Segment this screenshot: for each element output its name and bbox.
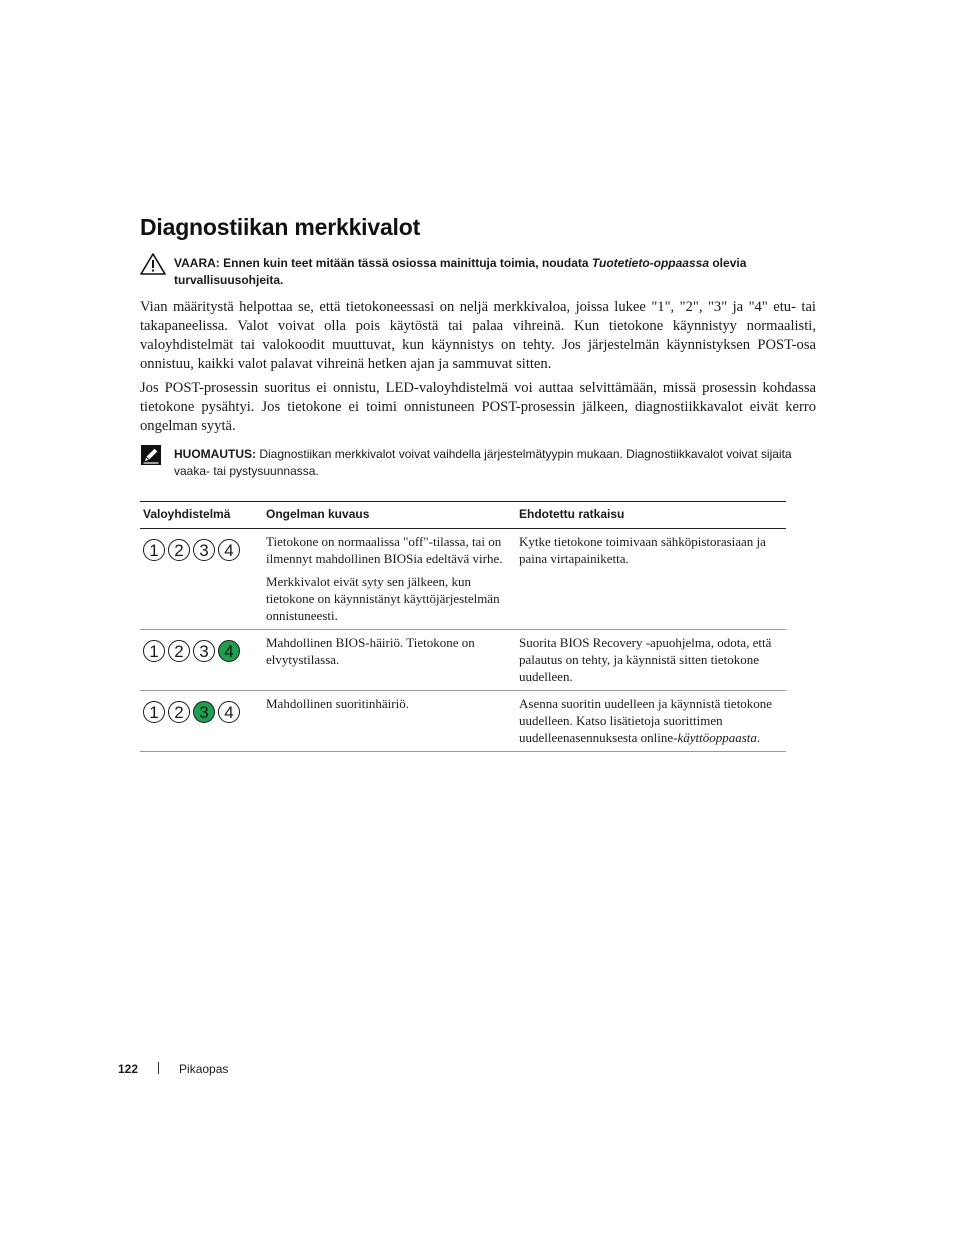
- solution-cell: [516, 691, 786, 752]
- light-pattern-cell: [140, 691, 263, 752]
- description-cell: [263, 529, 516, 630]
- led-3-icon: 3: [193, 640, 215, 662]
- footer-divider: [158, 1062, 159, 1074]
- warning-guide-title: Tuotetieto-oppaassa: [591, 256, 710, 270]
- description-text: Mahdollinen BIOS-häiriö. Tietokone on elvytystilassa.: [266, 635, 475, 667]
- page-number: 122: [118, 1062, 139, 1076]
- post-paragraph: Jos POST-prosessin suoritus ei onnistu, LED-valoyhdistelmä voi auttaa selvittämään, missä prosessin kohdassa tietokone pysähtyi. Jos tietokone ei toimi onnistuneen POST-prosessin jälkeen, diagnostiikkavalot eivät kerro ongelman syytä.: [140, 380, 816, 434]
- light-pattern: [143, 634, 260, 662]
- page-footer: [118, 1062, 228, 1076]
- note-text: Diagnostiikan merkkivalot voivat vaihdella järjestelmätyypin mukaan. Diagnostiikkavalot voivat sijaita vaaka- tai pystysuunnassa.: [174, 447, 792, 478]
- pencil-note-icon: [140, 444, 162, 471]
- led-1-icon: 1: [143, 701, 165, 723]
- led-3-icon: 3: [193, 701, 215, 723]
- description-cell: [263, 691, 516, 752]
- led-1-icon: 1: [143, 640, 165, 662]
- description-text: Mahdollinen suoritinhäiriö.: [266, 696, 409, 711]
- solution-period: .: [756, 730, 761, 745]
- description-text: Tietokone on normaalissa "off"-tilassa, tai on ilmennyt mahdollinen BIOSia edeltävä virhe.: [266, 534, 503, 566]
- description-text: Merkkivalot eivät syty sen jälkeen, kun tietokone on käynnistänyt käyttöjärjestelmän onnistuneesti.: [266, 574, 500, 623]
- led-3-icon: 3: [193, 539, 215, 561]
- warning-triangle-icon: [140, 253, 166, 280]
- table-header-row: [140, 502, 786, 529]
- led-2-icon: 2: [168, 701, 190, 723]
- description-cell: [263, 630, 516, 691]
- solution-text: Asenna suoritin uudelleen ja käynnistä tietokone uudelleen. Katso lisätietoja suorittimen uudelleenasennuksesta online-: [519, 696, 773, 745]
- header-suggested-solution: Ehdotettu ratkaisu: [516, 502, 786, 529]
- led-4-icon: 4: [218, 701, 240, 723]
- warning-text: Ennen kuin teet mitään tässä osiossa mainittuja toimia, noudata: [223, 256, 592, 270]
- led-2-icon: 2: [168, 539, 190, 561]
- led-4-icon: 4: [218, 640, 240, 662]
- light-pattern-cell: [140, 529, 263, 630]
- page-title: Diagnostiikan merkkivalot: [140, 214, 421, 240]
- warning-notice: [140, 253, 800, 289]
- solution-text: Suorita BIOS Recovery -apuohjelma, odota, että palautus on tehty, ja käynnistä sitten tietokone uudelleen.: [519, 635, 772, 684]
- led-4-icon: 4: [218, 539, 240, 561]
- led-2-icon: 2: [168, 640, 190, 662]
- note-notice: [140, 444, 800, 480]
- table-row: [140, 630, 786, 691]
- light-pattern-cell: [140, 630, 263, 691]
- light-pattern: [143, 695, 260, 723]
- warning-label: VAARA:: [174, 256, 220, 270]
- table-row: [140, 691, 786, 752]
- table-row: [140, 529, 786, 630]
- solution-cell: [516, 630, 786, 691]
- light-pattern: [143, 533, 260, 561]
- diagnostic-lights-table: [140, 501, 786, 752]
- note-label: HUOMAUTUS:: [174, 447, 256, 461]
- led-1-icon: 1: [143, 539, 165, 561]
- header-light-pattern: Valoyhdistelmä: [140, 502, 263, 529]
- header-problem-description: Ongelman kuvaus: [263, 502, 516, 529]
- user-guide-title: käyttöoppaasta: [677, 730, 757, 745]
- warning-text-end: olevia turvallisuusohjeita.: [174, 256, 747, 287]
- intro-paragraph: Vian määritystä helpottaa se, että tietokoneessasi on neljä merkkivaloa, joissa lukee "1", "2", "3" ja "4" etu- tai takapaneelissa. Valot voivat olla pois käytöstä tai palaa vihreinä. Kun tietokone käynnistyy normaalisti, valoyhdistelmät tai valokoodit muuttuvat, kun käynnistys on tehty. Jos järjestelmän käynnistyksen POST-osa onnistuu, kaikki valot palavat vihreinä hetken ajan ja sammuvat sitten.: [140, 299, 816, 372]
- footer-section: Pikaopas: [179, 1062, 229, 1076]
- solution-cell: [516, 529, 786, 630]
- solution-text: Kytke tietokone toimivaan sähköpistorasiaan ja paina virtapainiketta.: [519, 534, 766, 566]
